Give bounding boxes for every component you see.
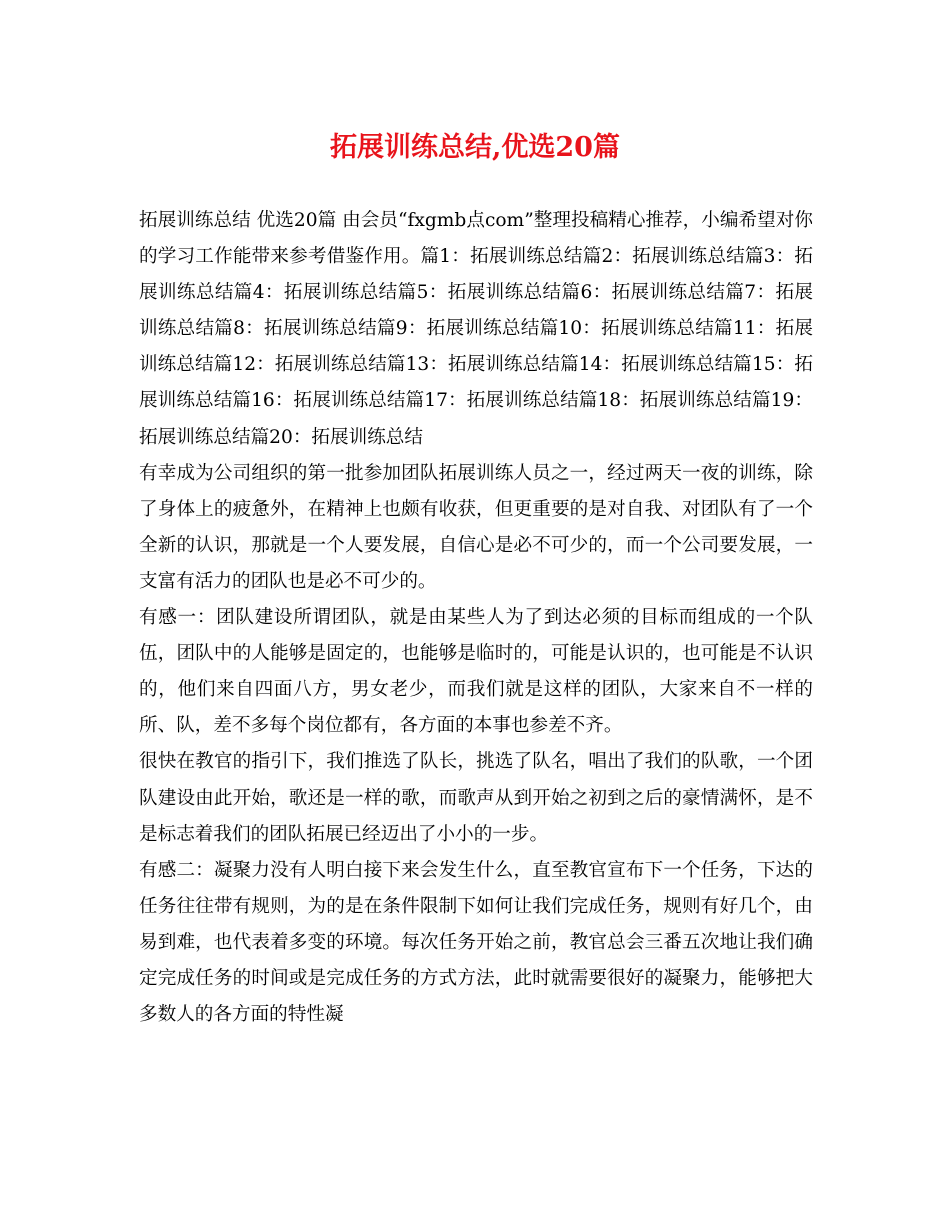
paragraph-3: 很快在教官的指引下，我们推选了队长，挑选了队名，唱出了我们的队歌，一个团队建设由此开始，歌还是一样的歌，而歌声从到开始之初到之后的豪情满怀，是不是标志着我们的团队拓展已经迈出了小小的一步。 [139, 751, 813, 845]
paragraph-intro: 拓展训练总结 优选20篇 由会员“fxgmb点com”整理投稿精心推荐，小编希望对你的学习工作能带来参考借鉴作用。篇1：拓展训练总结篇2：拓展训练总结篇3：拓展训练总结篇4：拓展训练总结篇5：拓展训练总结篇6：拓展训练总结篇7：拓展训练总结篇8：拓展训练总结篇9：拓展训练总结篇10：拓展训练总结篇11：拓展训练总结篇12：拓展训练总结篇13：拓展训练总结篇14：拓展训练总结篇15：拓展训练总结篇16：拓展训练总结篇17：拓展训练总结篇18：拓展训练总结篇19：拓展训练总结篇20：拓展训练总结 [139, 210, 813, 448]
paragraph-4: 有感二：凝聚力没有人明白接下来会发生什么，直至教官宣布下一个任务，下达的任务往往带有规则，为的是在条件限制下如何让我们完成任务，规则有好几个，由易到难，也代表着多变的环境。每次任务开始之前，教官总会三番五次地让我们确定完成任务的时间或是完成任务的方式方法，此时就需要很好的凝聚力，能够把大多数人的各方面的特性凝 [139, 859, 813, 1026]
paragraph-2: 有感一：团队建设所谓团队，就是由某些人为了到达必须的目标而组成的一个队伍，团队中的人能够是固定的，也能够是临时的，可能是认识的，也可能是不认识的，他们来自四面八方，男女老少，而我们就是这样的团队，大家来自不一样的所、队，差不多每个岗位都有，各方面的本事也参差不齐。 [139, 607, 813, 737]
paragraph-1: 有幸成为公司组织的第一批参加团队拓展训练人员之一，经过两天一夜的训练，除了身体上的疲惫外，在精神上也颇有收获，但更重要的是对自我、对团队有了一个全新的认识，那就是一个人要发展，自信心是必不可少的，而一个公司要发展，一支富有活力的团队也是必不可少的。 [139, 462, 813, 592]
document-body [139, 203, 813, 1033]
document-title: 拓展训练总结,优选20篇 [330, 132, 620, 163]
